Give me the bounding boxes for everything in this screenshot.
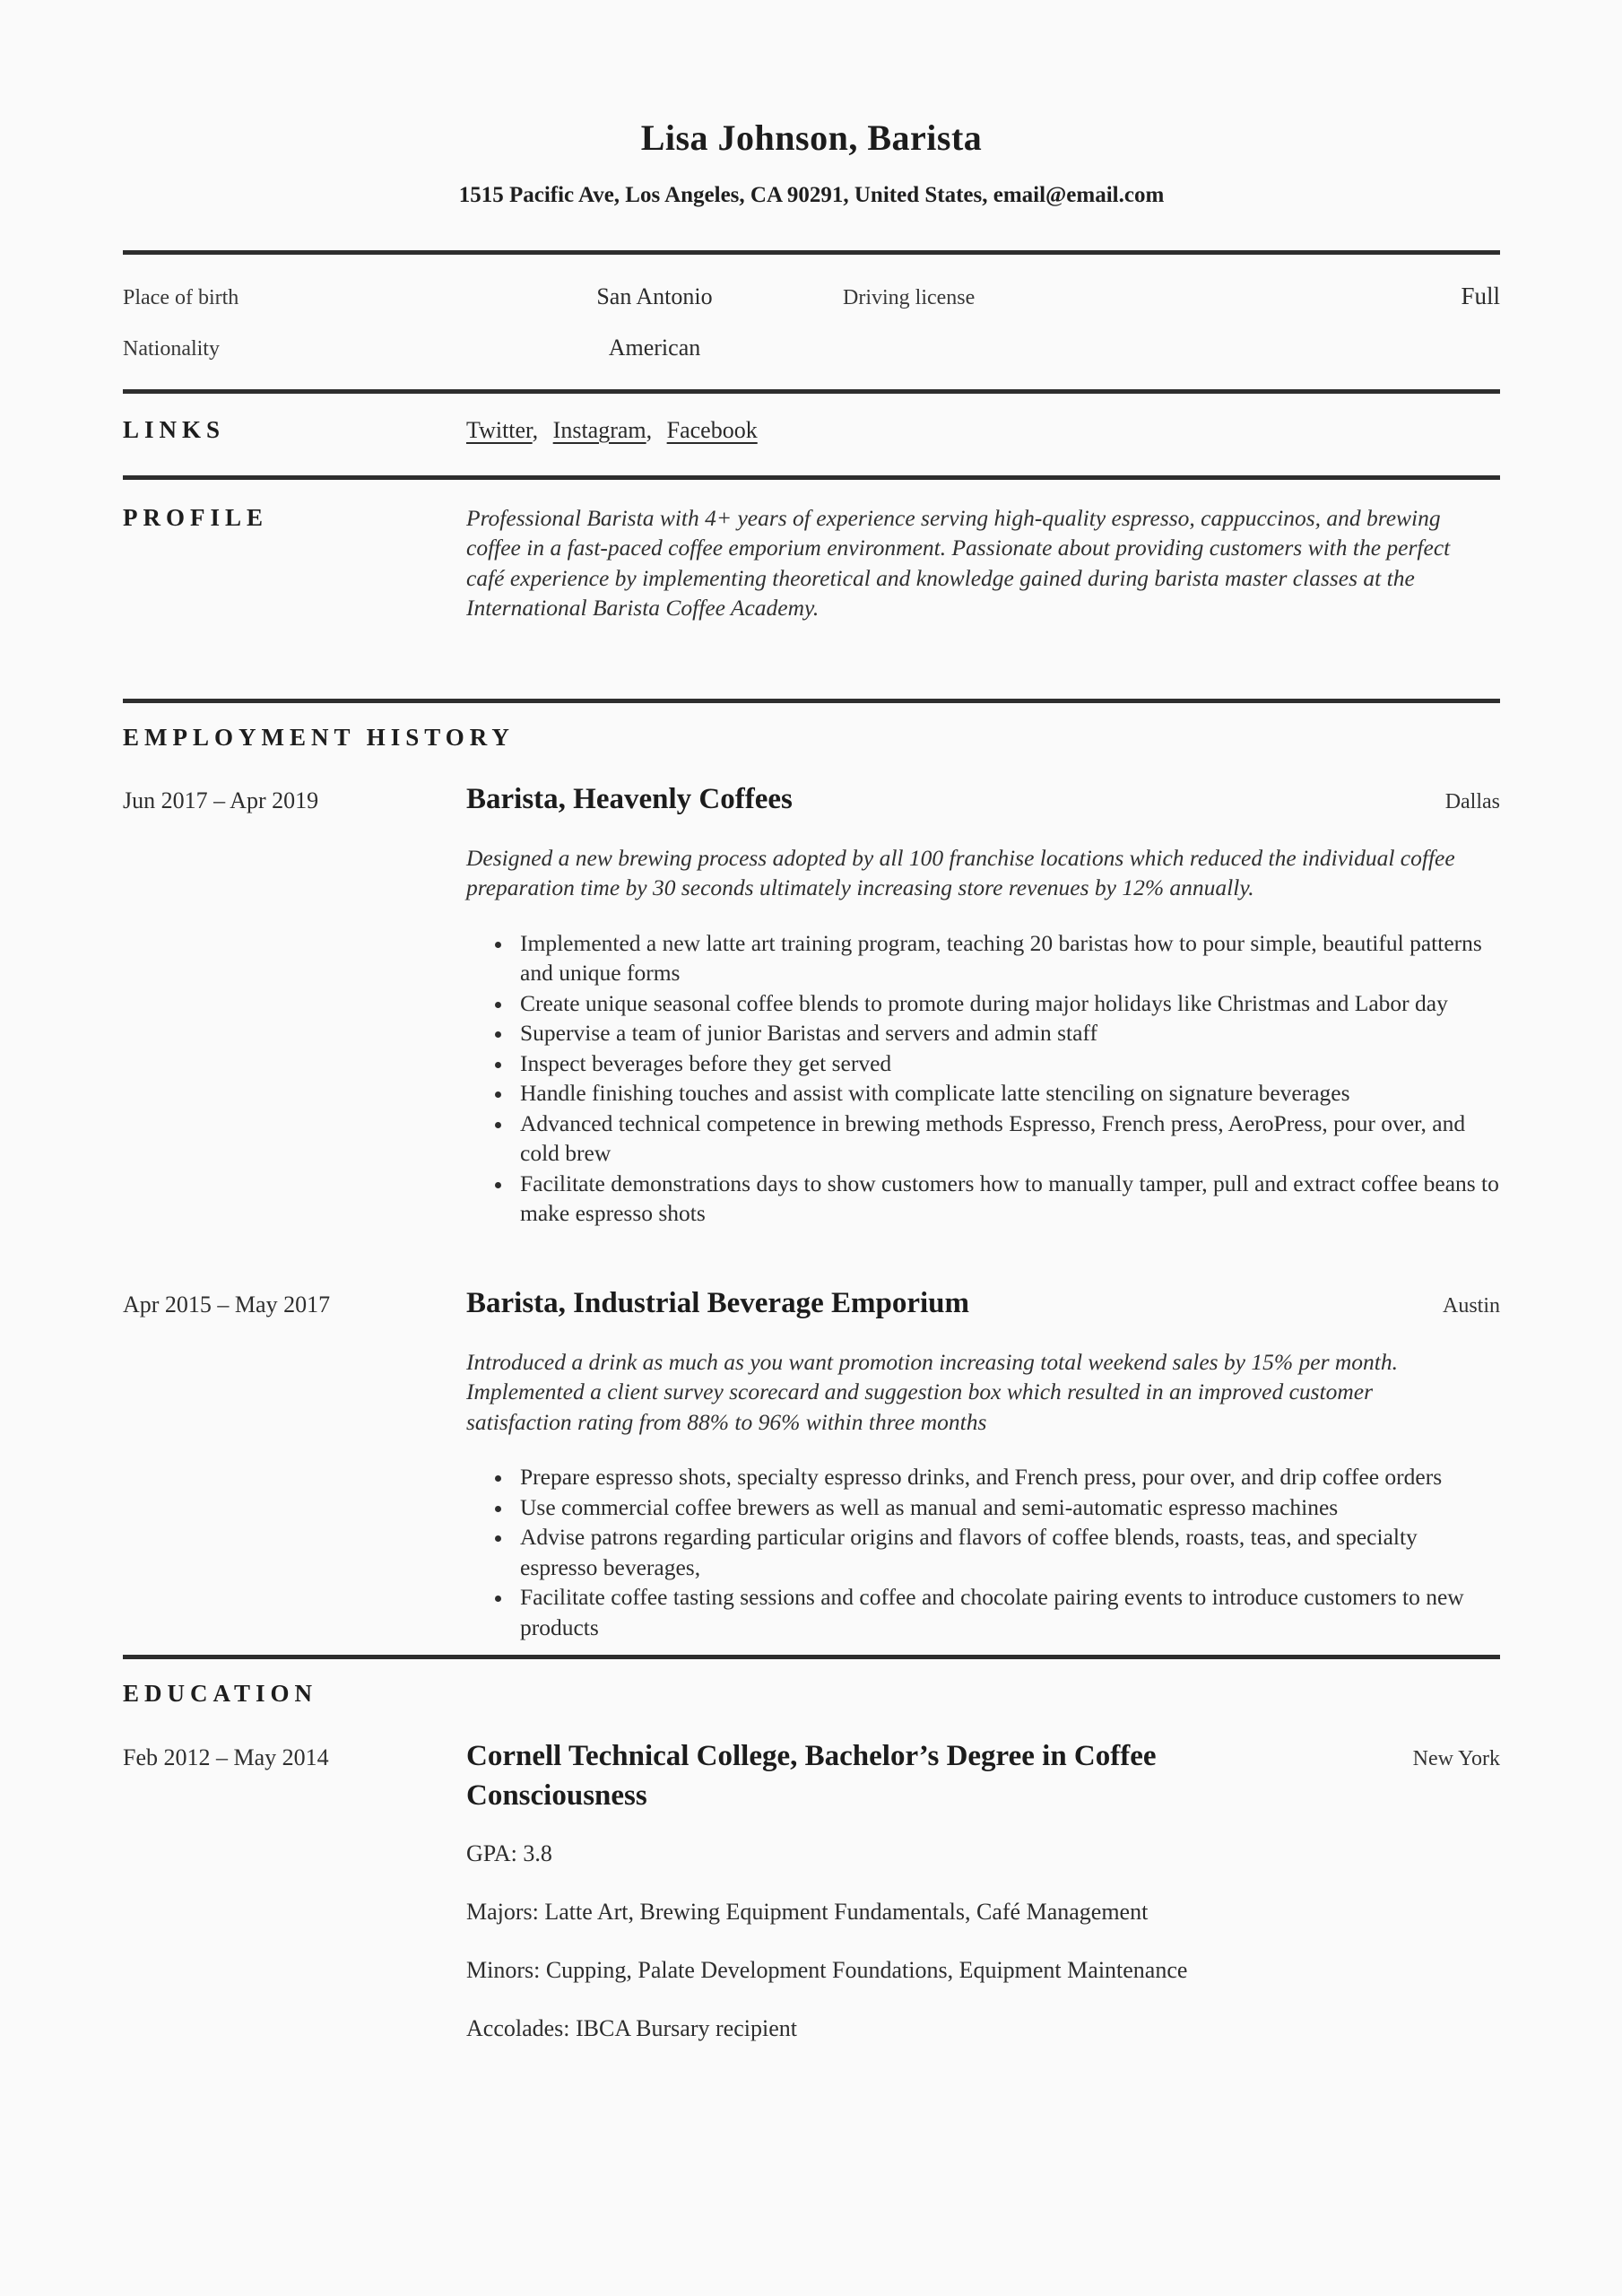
employment-heading: EMPLOYMENT HISTORY <box>123 723 515 751</box>
job-entry <box>123 780 1500 1229</box>
job-dates: Apr 2015 – May 2017 <box>123 1291 331 1318</box>
job-bullet: • Facilitate coffee tasting sessions and coffee and chocolate pairing events to introduce customers to new products <box>513 1582 1500 1642</box>
education-section <box>123 1677 1500 2044</box>
job-bullet: • Advanced technical competence in brewing methods Espresso, French press, AeroPress, pour over, and cold brew <box>513 1109 1500 1169</box>
job-bullet-list <box>466 928 1500 1229</box>
nationality-value: American <box>608 334 701 361</box>
education-minors: Minors: Cupping, Palate Development Foundations, Equipment Maintenance <box>466 1957 1188 1983</box>
job-bullet: • Create unique seasonal coffee blends to promote during major holidays like Christmas and Labor day <box>513 988 1500 1019</box>
job-body <box>466 1347 1500 1643</box>
education-gpa: GPA: 3.8 <box>466 1840 552 1866</box>
job-summary: Designed a new brewing process adopted by all 100 franchise locations which reduced the individual coffee preparation time by 30 seconds ultimately increasing store revenues by 12% annually. <box>466 844 1455 900</box>
job-bullet: • Prepare espresso shots, specialty espresso drinks, and French press, pour over, and drip coffee orders <box>513 1462 1500 1492</box>
profile-text: Professional Barista with 4+ years of experience serving high-quality espresso, cappuccinos, and brewing coffee in a fast-paced coffee emporium environment. Passionate about providing customers with the perfect café experience by implementing theoretical and knowledge gained during barista master classes at the International Barista Coffee Academy. <box>466 504 1451 621</box>
job-entry <box>123 1284 1500 1643</box>
job-dates: Jun 2017 – Apr 2019 <box>123 787 319 813</box>
nationality-label: Nationality <box>123 336 220 361</box>
job-bullet: • Use commercial coffee brewers as well as manual and semi-automatic espresso machines <box>513 1492 1500 1523</box>
job-bullet: • Advise patrons regarding particular origins and flavors of coffee blends, roasts, teas, and specialty espresso beverages, <box>513 1522 1500 1582</box>
profile-heading: PROFILE <box>123 503 269 531</box>
profile-section <box>123 480 1500 623</box>
job-location: Dallas <box>1444 789 1500 813</box>
job-title: Barista, Heavenly Coffees <box>466 782 793 815</box>
resume-header <box>123 0 1500 211</box>
job-bullet: • Supervise a team of junior Baristas and servers and admin staff <box>513 1018 1500 1048</box>
driving-license-label: Driving license <box>843 285 976 309</box>
link-separator: , <box>646 416 653 443</box>
job-location: Austin <box>1442 1293 1500 1318</box>
job-summary: Introduced a drink as much as you want promotion increasing total weekend sales by 15% per month. Implemented a client survey scorecard and suggestion box which resulted in an improved customer satisfaction rating from 88% to 96% within three months <box>466 1348 1398 1435</box>
education-heading: EDUCATION <box>123 1680 318 1707</box>
details-row <box>123 278 1500 316</box>
job-bullet: • Facilitate demonstrations days to show customers how to manually tamper, pull and extract coffee beans to make espresso shots <box>513 1169 1500 1229</box>
education-body <box>466 1839 1500 2044</box>
place-of-birth-value: San Antonio <box>596 283 713 309</box>
link-instagram[interactable]: Instagram <box>552 416 646 443</box>
place-of-birth-label: Place of birth <box>123 285 239 309</box>
job-bullet: • Inspect beverages before they get served <box>513 1048 1500 1079</box>
links-list <box>466 415 1500 446</box>
section-divider <box>123 1655 1500 1659</box>
education-title: Cornell Technical College, Bachelor’s Degree in Coffee Consciousness <box>466 1740 1157 1812</box>
personal-details <box>123 255 1500 367</box>
job-bullet: • Handle finishing touches and assist with complicate latte stenciling on signature beverages <box>513 1078 1500 1109</box>
job-body <box>466 843 1500 1229</box>
education-location: New York <box>1412 1747 1500 1770</box>
employment-section <box>123 721 1500 1643</box>
job-title: Barista, Industrial Beverage Emporium <box>466 1286 969 1319</box>
links-heading: LINKS <box>123 415 226 443</box>
job-bullet: • Implemented a new latte art training program, teaching 20 baristas how to pour simple, beautiful patterns and unique forms <box>513 928 1500 988</box>
education-majors: Majors: Latte Art, Brewing Equipment Fundamentals, Café Management <box>466 1899 1149 1925</box>
job-header <box>123 780 1500 818</box>
person-name: Lisa Johnson, Barista <box>640 117 983 158</box>
education-entry <box>123 1736 1500 2044</box>
education-accolades: Accolades: IBCA Bursary recipient <box>466 2015 797 2041</box>
job-header <box>123 1284 1500 1322</box>
education-header <box>123 1736 1500 1815</box>
links-section <box>123 394 1500 446</box>
education-dates: Feb 2012 – May 2014 <box>123 1744 329 1770</box>
section-divider <box>123 699 1500 703</box>
contact-line: 1515 Pacific Ave, Los Angeles, CA 90291, United States, email@email.com <box>458 183 1165 207</box>
driving-license-value: Full <box>1461 282 1500 309</box>
job-bullet-list <box>466 1462 1500 1642</box>
link-twitter[interactable]: Twitter <box>466 416 533 443</box>
details-row <box>123 330 1500 367</box>
link-separator: , <box>532 416 539 443</box>
link-facebook[interactable]: Facebook <box>666 416 758 443</box>
